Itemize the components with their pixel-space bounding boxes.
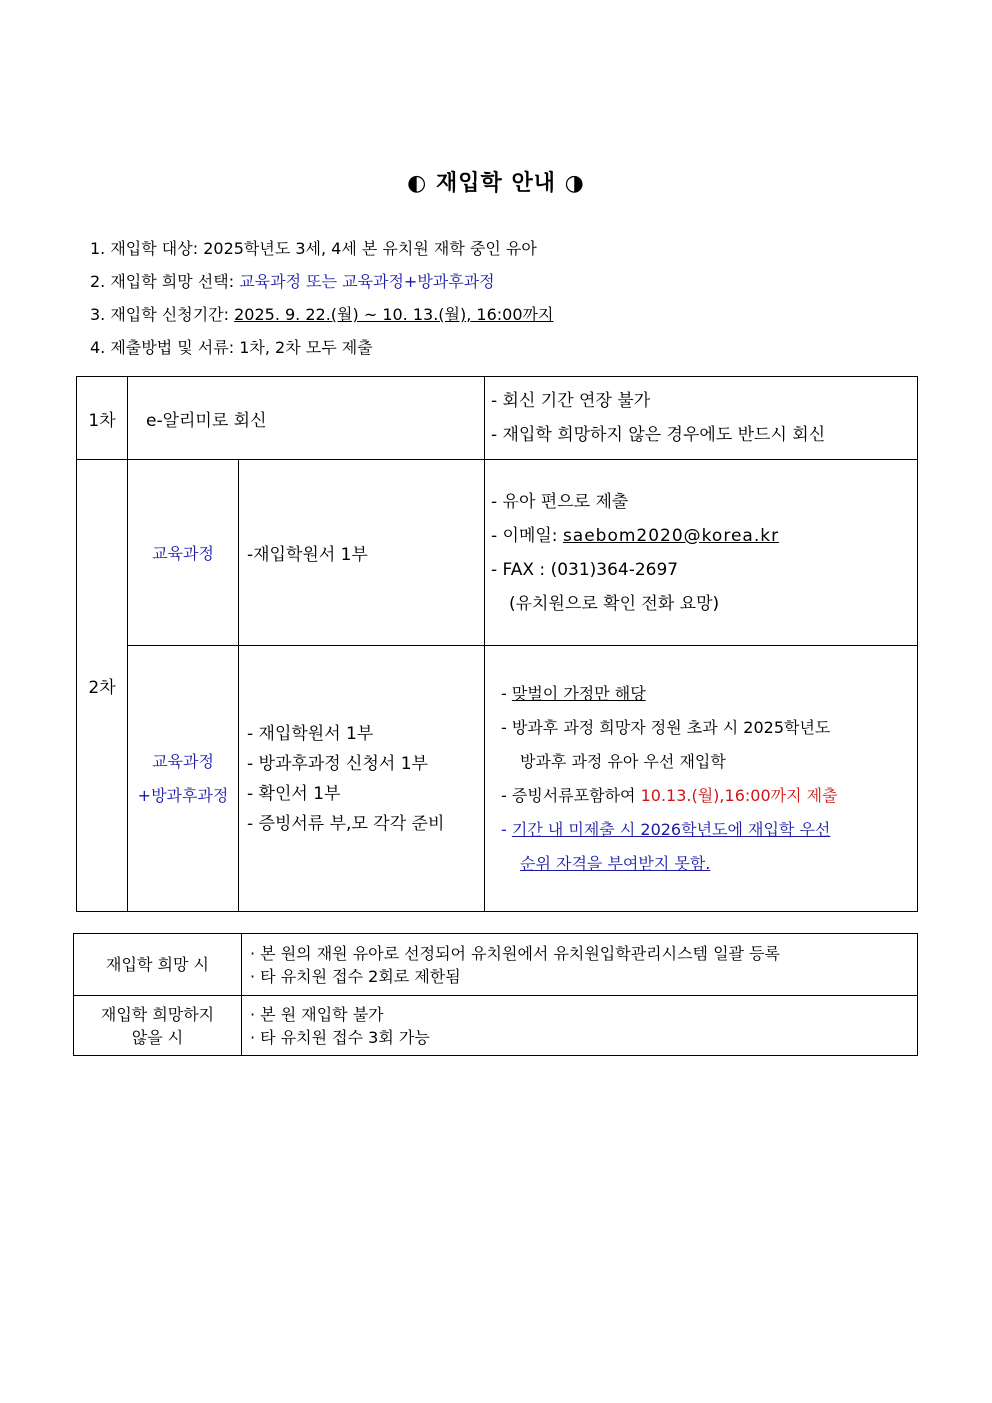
edu-course-notes: [485, 460, 918, 646]
edu-course-type: 교육과정: [128, 460, 239, 646]
round2-label: 2차: [77, 460, 128, 912]
table-row: [74, 934, 918, 996]
doc-line: - 증빙서류 부,모 각각 준비: [247, 813, 445, 834]
note-line: - 재입학 희망하지 않은 경우에도 반드시 회신: [491, 425, 826, 445]
page-title: ◐ 재입학 안내 ◑: [407, 171, 585, 196]
header-line: 재입학 희망하지: [100, 1004, 215, 1024]
content-line: · 본 원의 재원 유아로 선정되어 유치원에서 유치원입학관리시스템 일괄 등록: [250, 943, 780, 963]
deadline-text: 10.13.(월),16:00까지 제출: [640, 785, 838, 805]
after-course-docs: [239, 646, 485, 912]
row-content: [242, 934, 918, 996]
doc-line: - 방과후과정 신청서 1부: [247, 753, 428, 774]
table-row: [74, 996, 918, 1056]
doc-line: - 재입학원서 1부: [247, 723, 374, 744]
info-item-method: [90, 335, 553, 368]
note-text: - 증빙서류포함하여: [501, 785, 641, 805]
info-label: 2. 재입학 희망 선택:: [90, 272, 240, 291]
table-row: [77, 377, 918, 460]
content-line: · 타 유치원 접수 3회 가능: [250, 1027, 430, 1047]
content-line: · 타 유치원 접수 2회로 제한됨: [250, 966, 461, 986]
note-text: 순위 자격을 부여받지 못함.: [520, 853, 711, 873]
info-item-period: [90, 302, 553, 335]
info-item-target: [90, 236, 553, 269]
info-value: 교육과정 또는 교육과정+방과후과정: [239, 272, 495, 291]
info-list: [90, 236, 553, 368]
note-line: [501, 677, 916, 711]
edu-course-docs: -재입학원서 1부: [239, 460, 485, 646]
note-line: - FAX : (031)364-2697: [491, 559, 679, 580]
round1-notes: [485, 377, 918, 460]
round1-label: 1차: [77, 377, 128, 460]
table-row: [77, 460, 918, 646]
type-line: 교육과정: [152, 751, 214, 771]
note-line: - 회신 기간 연장 불가: [491, 391, 651, 411]
note-line: 방과후 과정 유아 우선 재입학: [520, 751, 726, 771]
info-label: 1. 재입학 대상:: [90, 239, 204, 258]
info-value: 2025학년도 3세, 4세 본 유치원 재학 중인 유아: [203, 239, 537, 258]
note-line: [501, 779, 916, 813]
dash: -: [501, 683, 512, 703]
dash: -: [501, 819, 512, 839]
round1-method: e-알리미로 회신: [128, 377, 485, 460]
note-line: (유치원으로 확인 전화 요망): [509, 593, 720, 614]
note-line: - 유아 편으로 제출: [491, 491, 629, 512]
row-content: [242, 996, 918, 1056]
submission-table: [76, 376, 918, 912]
after-course-notes: [485, 646, 918, 912]
note-line: [491, 519, 916, 553]
info-label: 3. 재입학 신청기간:: [90, 305, 235, 324]
note-line: [501, 847, 916, 881]
info-value: 2025. 9. 22.(월) ~ 10. 13.(월), 16:00까지: [234, 305, 554, 324]
note-line: - 방과후 과정 희망자 정원 초과 시 2025학년도: [501, 717, 831, 737]
note-line: [501, 813, 916, 847]
doc-line: - 확인서 1부: [247, 783, 341, 804]
after-course-type: [128, 646, 239, 912]
info-value: 1차, 2차 모두 제출: [239, 338, 373, 357]
table-row: [77, 646, 918, 912]
email-label: - 이메일:: [491, 525, 563, 546]
type-line: +방과후과정: [137, 785, 229, 805]
info-label: 4. 제출방법 및 서류:: [90, 338, 240, 357]
content-line: · 본 원 재입학 불가: [250, 1004, 384, 1024]
email-link[interactable]: saebom2020@korea.kr: [562, 525, 780, 546]
row-header: 재입학 희망 시: [74, 934, 242, 996]
row-header: [74, 996, 242, 1056]
note-text: 기간 내 미제출 시 2026학년도에 재입학 우선: [511, 819, 831, 839]
readmission-summary-table: [73, 933, 918, 1056]
header-line: 않을 시: [131, 1027, 184, 1047]
info-item-choice: [90, 269, 553, 302]
note-text: 맞벌이 가정만 해당: [511, 683, 646, 703]
